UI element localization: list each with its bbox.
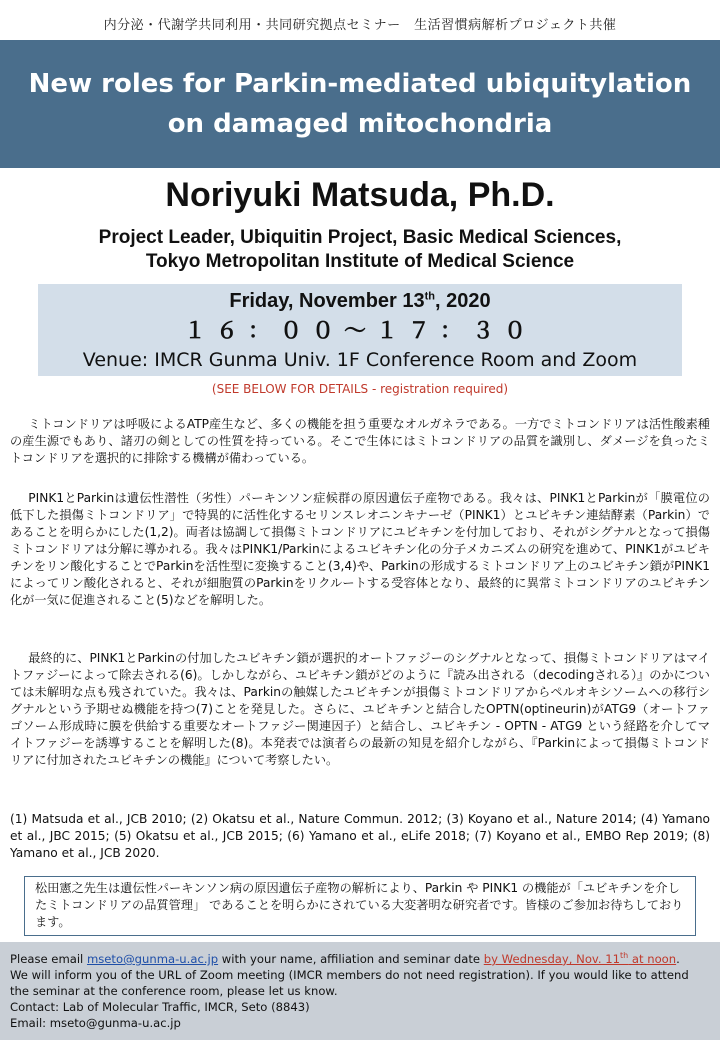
seminar-time: １６：００～１７：３０ [183, 319, 536, 344]
registration-end: . [676, 951, 680, 966]
deadline-sup: th [620, 951, 629, 960]
details-note: (SEE BELOW FOR DETAILS - registration required) [211, 382, 509, 396]
deadline-suffix: at noon [628, 951, 677, 966]
organizers-line: 内分泌・代謝学共同利用・共同研究拠点セミナー 生活習慣病解析プロジェクト共催 [103, 18, 617, 33]
date-suffix: th [424, 290, 436, 303]
registration-footer [0, 942, 720, 1040]
speaker-name: Noriyuki Matsuda, Ph.D. [165, 176, 555, 214]
abstract-paragraph-1 [10, 416, 710, 467]
speaker-highlight-box [24, 876, 696, 936]
affiliation-line2: Tokyo Metropolitan Institute of Medical Science [145, 251, 575, 272]
references: (1) Matsuda et al., JCB 2010; (2) Okatsu et al., Nature Commun. 2012; (3) Koyano et al., Nature 2014; (4) Yamano et al., JBC 2015; (5) Okatsu et al., JCB 2015; (6) Yamano et al., eLife 2018; (7) Koyano et al., EMBO Rep 2019; (8) Yamano et al., JCB 2020. [10, 812, 710, 860]
schedule-box [38, 284, 682, 376]
contact-info: Contact: Lab of Molecular Traffic, IMCR, Seto (8843) [10, 999, 310, 1014]
seminar-venue: Venue: IMCR Gunma Univ. 1F Conference Room and Zoom [82, 349, 638, 371]
speaker-affiliation [0, 226, 720, 274]
seminar-title-line1: New roles for Parkin-mediated ubiquitylation [28, 69, 692, 99]
affiliation-line1: Project Leader, Ubiquitin Project, Basic Medical Sciences, [98, 227, 622, 248]
speaker-highlight-text: 松田憲之先生は遺伝性パーキンソン病の原因遺伝子産物の解析により、Parkin や PINK1 の機能が「ユビキチンを介したミトコンドリアの品質管理」 であることを明らかにされている大変著明な研究者です。皆様のご参加お待ちしております。 [35, 881, 684, 929]
email-link[interactable]: mseto@gunma-u.ac.jp [86, 951, 219, 966]
seminar-date [38, 290, 682, 313]
date-year: , 2020 [435, 290, 491, 312]
date-prefix: Friday, November 13 [229, 290, 425, 312]
contact-email: Email: mseto@gunma-u.ac.jp [10, 1015, 181, 1030]
abstract-text-1: ミトコンドリアは呼吸によるATP産生など、多くの機能を担う重要なオルガネラである。一方でミトコンドリアは活性酸素種の産生源でもあり、諸刃の剣としての性質を持っている。そこで生体にはミトコンドリアの品質を識別し、ダメージを負ったミトコンドリアを選択的に排除する機構が備わっている。 [10, 417, 710, 465]
zoom-info: We will inform you of the URL of Zoom meeting (IMCR members do not need registration). If you would like to attend the seminar at the conference room, please let us know. [10, 967, 689, 998]
title-banner [0, 40, 720, 168]
seminar-title-line2: on damaged mitochondria [167, 109, 553, 139]
abstract-text-3: 最終的に、PINK1とParkinの付加したユビキチン鎖が選択的オートファジーのシグナルとなって、損傷ミトコンドリアはマイトファジーによって除去される(6)。しかしながら、ユビキチン鎖がどのように『読み出される（decodingされる）』のかについては未解明な点も残されていた。我々は、Parkinの触媒したユビキチンが損傷ミトコンドリアからペルオキシソームへの移行シグナルという予期せぬ機能を持つ(7)ことを発見した。さらに、ユビキチンと結合したOPTN(optineurin)がATG9（オートファゴソーム形成時に膜を供給する重要なオートファジー関連因子）と結合し、ユビキチン - OPTN - ATG9 という経路を介してマイトファジーを誘導することを解明した(8)。本発表では演者らの最新の知見を紹介しながら、『Parkinによって損傷ミトコンドリアに付加されたユビキチンの機能』について考察したい。 [10, 651, 710, 767]
abstract-paragraph-2 [10, 490, 710, 609]
abstract-text-2: PINK1とParkinは遺伝性潜性（劣性）パーキンソン症候群の原因遺伝子産物である。我々は、PINK1とParkinが「膜電位の低下した損傷ミトコンドリア」で特異的に活性化するセリンスレオニンキナーゼ（PINK1）とユビキチン連結酵素（Parkin）であることを明らかにした(1,2)。両者は協調して損傷ミトコンドリアにユビキチンを付加しており、それがシグナルとなって損傷ミトコンドリアは分解に導かれる。我々はPINK1/Parkinによるユビキチン化の分子メカニズムの研究を進めて、PINK1がユビキチンをリン酸化することでParkinを活性型に変換すること(3,4)や、Parkinの形成するミトコンドリア上のユビキチン鎖がPINK1によってリン酸化されると、それが細胞質のParkinをリクルートする受容体となり、最終的に異常ミトコンドリアのユビキチン化が一気に促進されること(5)などを解明した。 [10, 491, 710, 607]
abstract-paragraph-3 [10, 650, 710, 769]
registration-deadline [484, 952, 676, 966]
registration-middle: with your name, affiliation and seminar date [218, 951, 484, 966]
registration-line [10, 948, 710, 967]
registration-prefix: Please email [10, 951, 87, 966]
deadline-prefix: by Wednesday, Nov. 11 [483, 951, 620, 966]
